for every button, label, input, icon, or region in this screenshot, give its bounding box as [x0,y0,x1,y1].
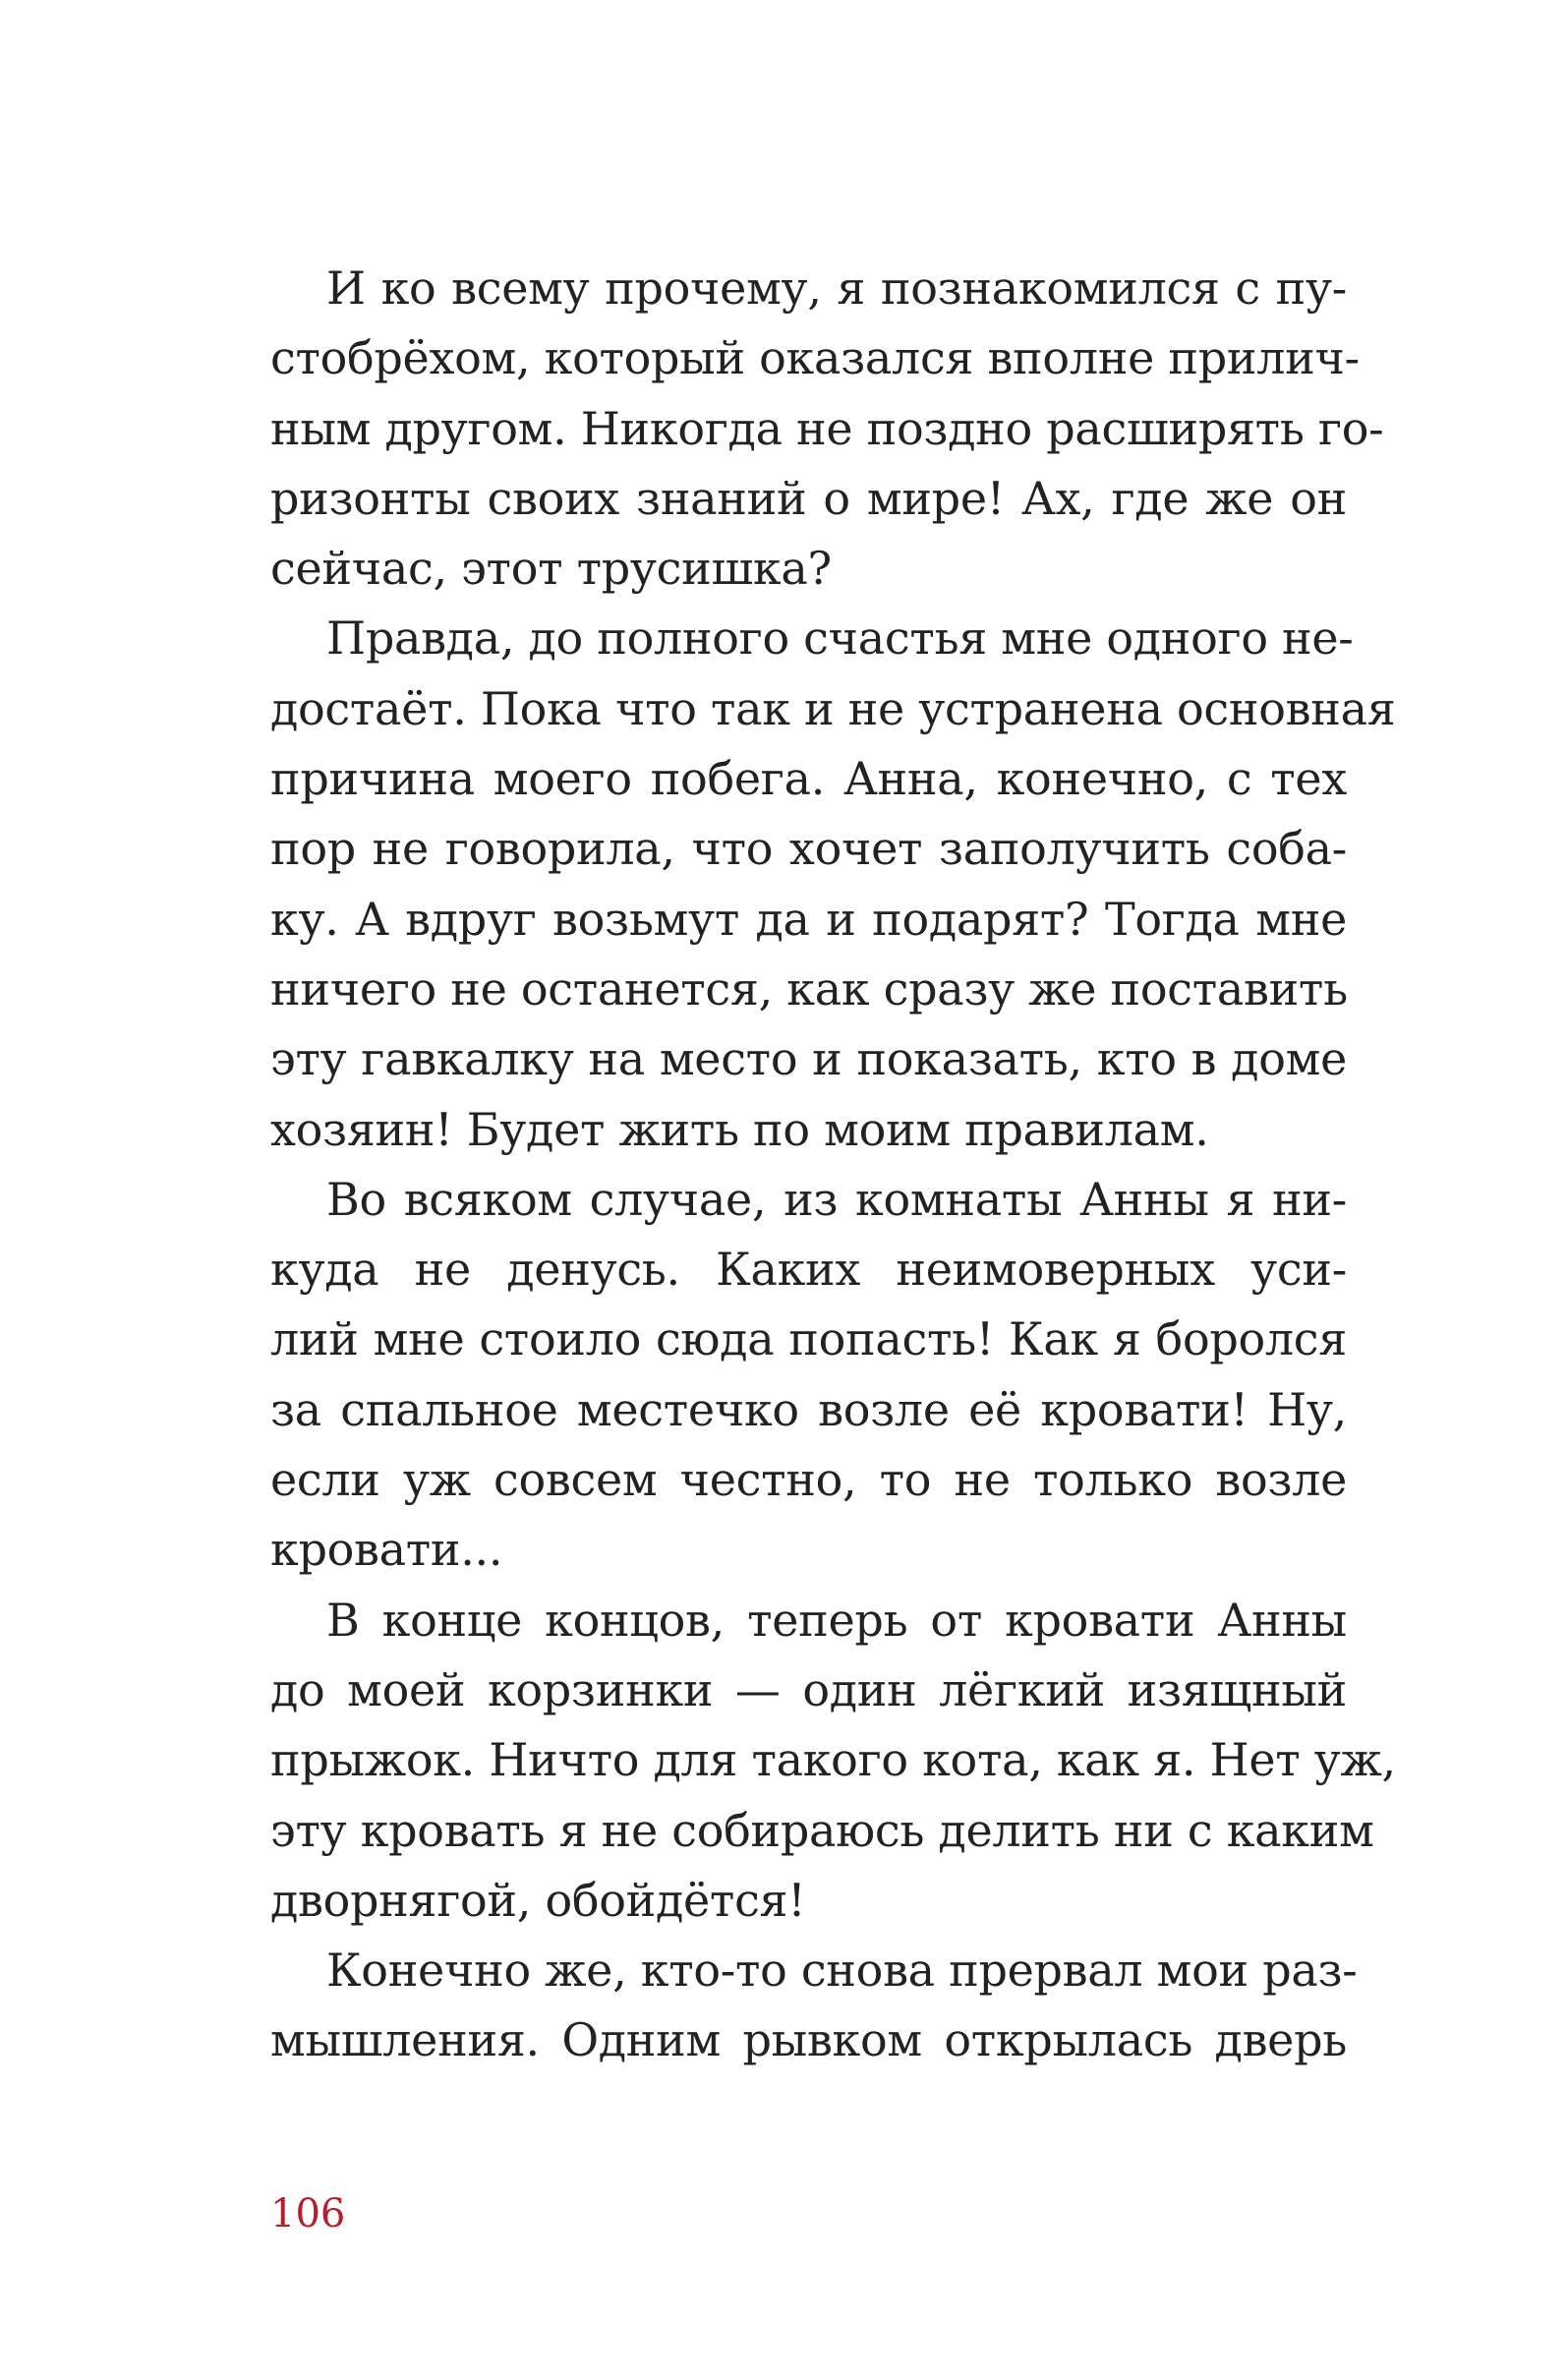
page-number: 106 [270,2191,346,2236]
text-line: эту кровать я не собираюсь делить ни с каким [270,1803,1374,1857]
text-line: И ко всему прочему, я познакомился с пу- [326,261,1347,315]
text-line: Конечно же, кто-то снова прервал мои раз- [326,1944,1358,1998]
text-line: хозяин! Будет жить по моим правилам. [270,1102,1209,1156]
text-line: причина моего побега. Анна, конечно, с тех [270,752,1347,806]
text-line: дворнягой, обойдётся! [270,1873,806,1927]
text-line: ку. А вдруг возьмут да и подарят? Тогда мне [270,892,1347,946]
text-line: Во всяком случае, из комнаты Анны я ни- [326,1172,1347,1226]
text-line: мышления. Одним рывком открылась дверь [270,2013,1347,2067]
text-line: стобрёхом, который оказался вполне прилич- [270,331,1360,385]
text-line: куда не денусь. Каких неимоверных уси- [270,1243,1347,1297]
text-line: ным другом. Никогда не поздно расширять го- [270,401,1384,455]
text-line: ризонты своих знаний о мире! Ах, где же он [270,471,1347,525]
text-line: сейчас, этот трусишка? [270,542,832,596]
text-line: лий мне стоило сюда попасть! Как я боролся [270,1312,1347,1366]
text-line: пор не говорила, что хочет заполучить соба- [270,822,1347,876]
body-text [270,254,1396,2076]
text-line: ничего не останется, как сразу же поставить [270,961,1348,1016]
text-line: до моей корзинки — один лёгкий изящный [270,1662,1347,1716]
text-line: В конце концов, теперь от кровати Анны [326,1593,1347,1647]
text-line: кровати... [270,1523,503,1577]
text-line: прыжок. Ничто для такого кота, как я. Нет уж, [270,1733,1396,1787]
text-line: за спальное местечко возле её кровати! Ну, [270,1382,1347,1436]
text-line: эту гавкалку на место и показать, кто в доме [270,1032,1347,1086]
text-line: если уж совсем честно, то не только возле [270,1453,1347,1507]
text-line: достаёт. Пока что так и не устранена основная [270,681,1396,735]
text-line: Правда, до полного счастья мне одного не- [326,611,1354,666]
